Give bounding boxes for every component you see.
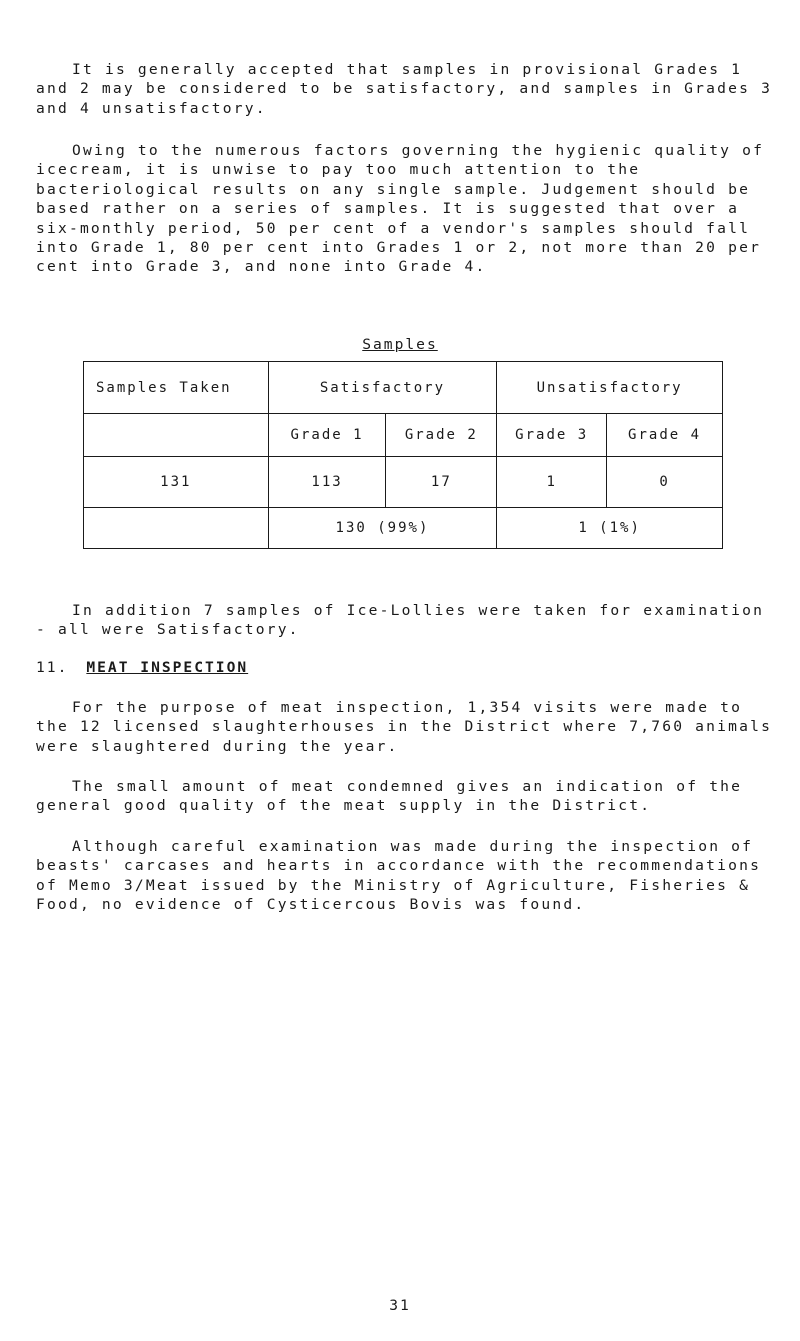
paragraph-hygienic-quality [36, 141, 776, 277]
satisfactory-total: 130 (99%) [268, 508, 497, 549]
table-row [84, 508, 723, 549]
grade-1-count: 113 [268, 457, 386, 508]
paragraph-meat-condemned [36, 777, 776, 816]
grade-4-header: Grade 4 [607, 414, 723, 457]
table-row [84, 457, 723, 508]
header-unsatisfactory: Unsatisfactory [497, 362, 723, 414]
paragraph-ice-lollies [36, 601, 776, 640]
paragraph-text: In addition 7 samples of Ice-Lollies were taken for examination - all were Satisfactory. [36, 602, 765, 639]
paragraph-text: Owing to the numerous factors governing the hygienic quality of icecream, it is unwise to pay too much attention to the bacteriological results on any single sample. Judgement should be based rather on a series of samples. It is suggested that over a six-monthly period, 50 per cent of a vendor's samples should fall into Grade 1, 80 per cent into Grades 1 or 2, not more than 20 per cent into Grade 3, and none into Grade 4. [36, 142, 765, 276]
paragraph-text: For the purpose of meat inspection, 1,354 visits were made to the 12 licensed slaughterhouses in the District where 7,760 animals were slaughtered during the year. [36, 699, 773, 755]
section-number: 11. [36, 659, 69, 676]
paragraph-meat-inspection-visits [36, 698, 776, 756]
grade-1-header: Grade 1 [268, 414, 386, 457]
samples-table [83, 361, 723, 549]
table-row [84, 362, 723, 414]
page-number: 31 [389, 1297, 411, 1314]
grade-4-count: 0 [607, 457, 723, 508]
unsatisfactory-total: 1 (1%) [497, 508, 723, 549]
paragraph-grades-acceptance [36, 60, 776, 118]
empty-cell [84, 414, 269, 457]
paragraph-text: It is generally accepted that samples in provisional Grades 1 and 2 may be considered to be satisfactory, and samples in Grades 3 and 4 unsatisfactory. [36, 61, 773, 117]
paragraph-text: Although careful examination was made during the inspection of beasts' carcases and hearts in accordance with the recommendations of Memo 3/Meat issued by the Ministry of Agriculture, Fisheries & Food, no evidence of Cysticercous Bovis was found. [36, 838, 762, 914]
section-title: MEAT INSPECTION [86, 659, 249, 676]
paragraph-text: The small amount of meat condemned gives an indication of the general good quality of the meat supply in the District. [36, 778, 743, 815]
paragraph-carcase-examination [36, 837, 776, 915]
grade-2-header: Grade 2 [386, 414, 497, 457]
header-satisfactory: Satisfactory [268, 362, 497, 414]
empty-cell [84, 508, 269, 549]
samples-heading: Samples [362, 336, 438, 353]
section-heading [36, 659, 248, 676]
header-samples-taken: Samples Taken [84, 362, 269, 414]
grade-3-header: Grade 3 [497, 414, 607, 457]
table-row [84, 414, 723, 457]
grade-2-count: 17 [386, 457, 497, 508]
samples-taken-count: 131 [84, 457, 269, 508]
grade-3-count: 1 [497, 457, 607, 508]
